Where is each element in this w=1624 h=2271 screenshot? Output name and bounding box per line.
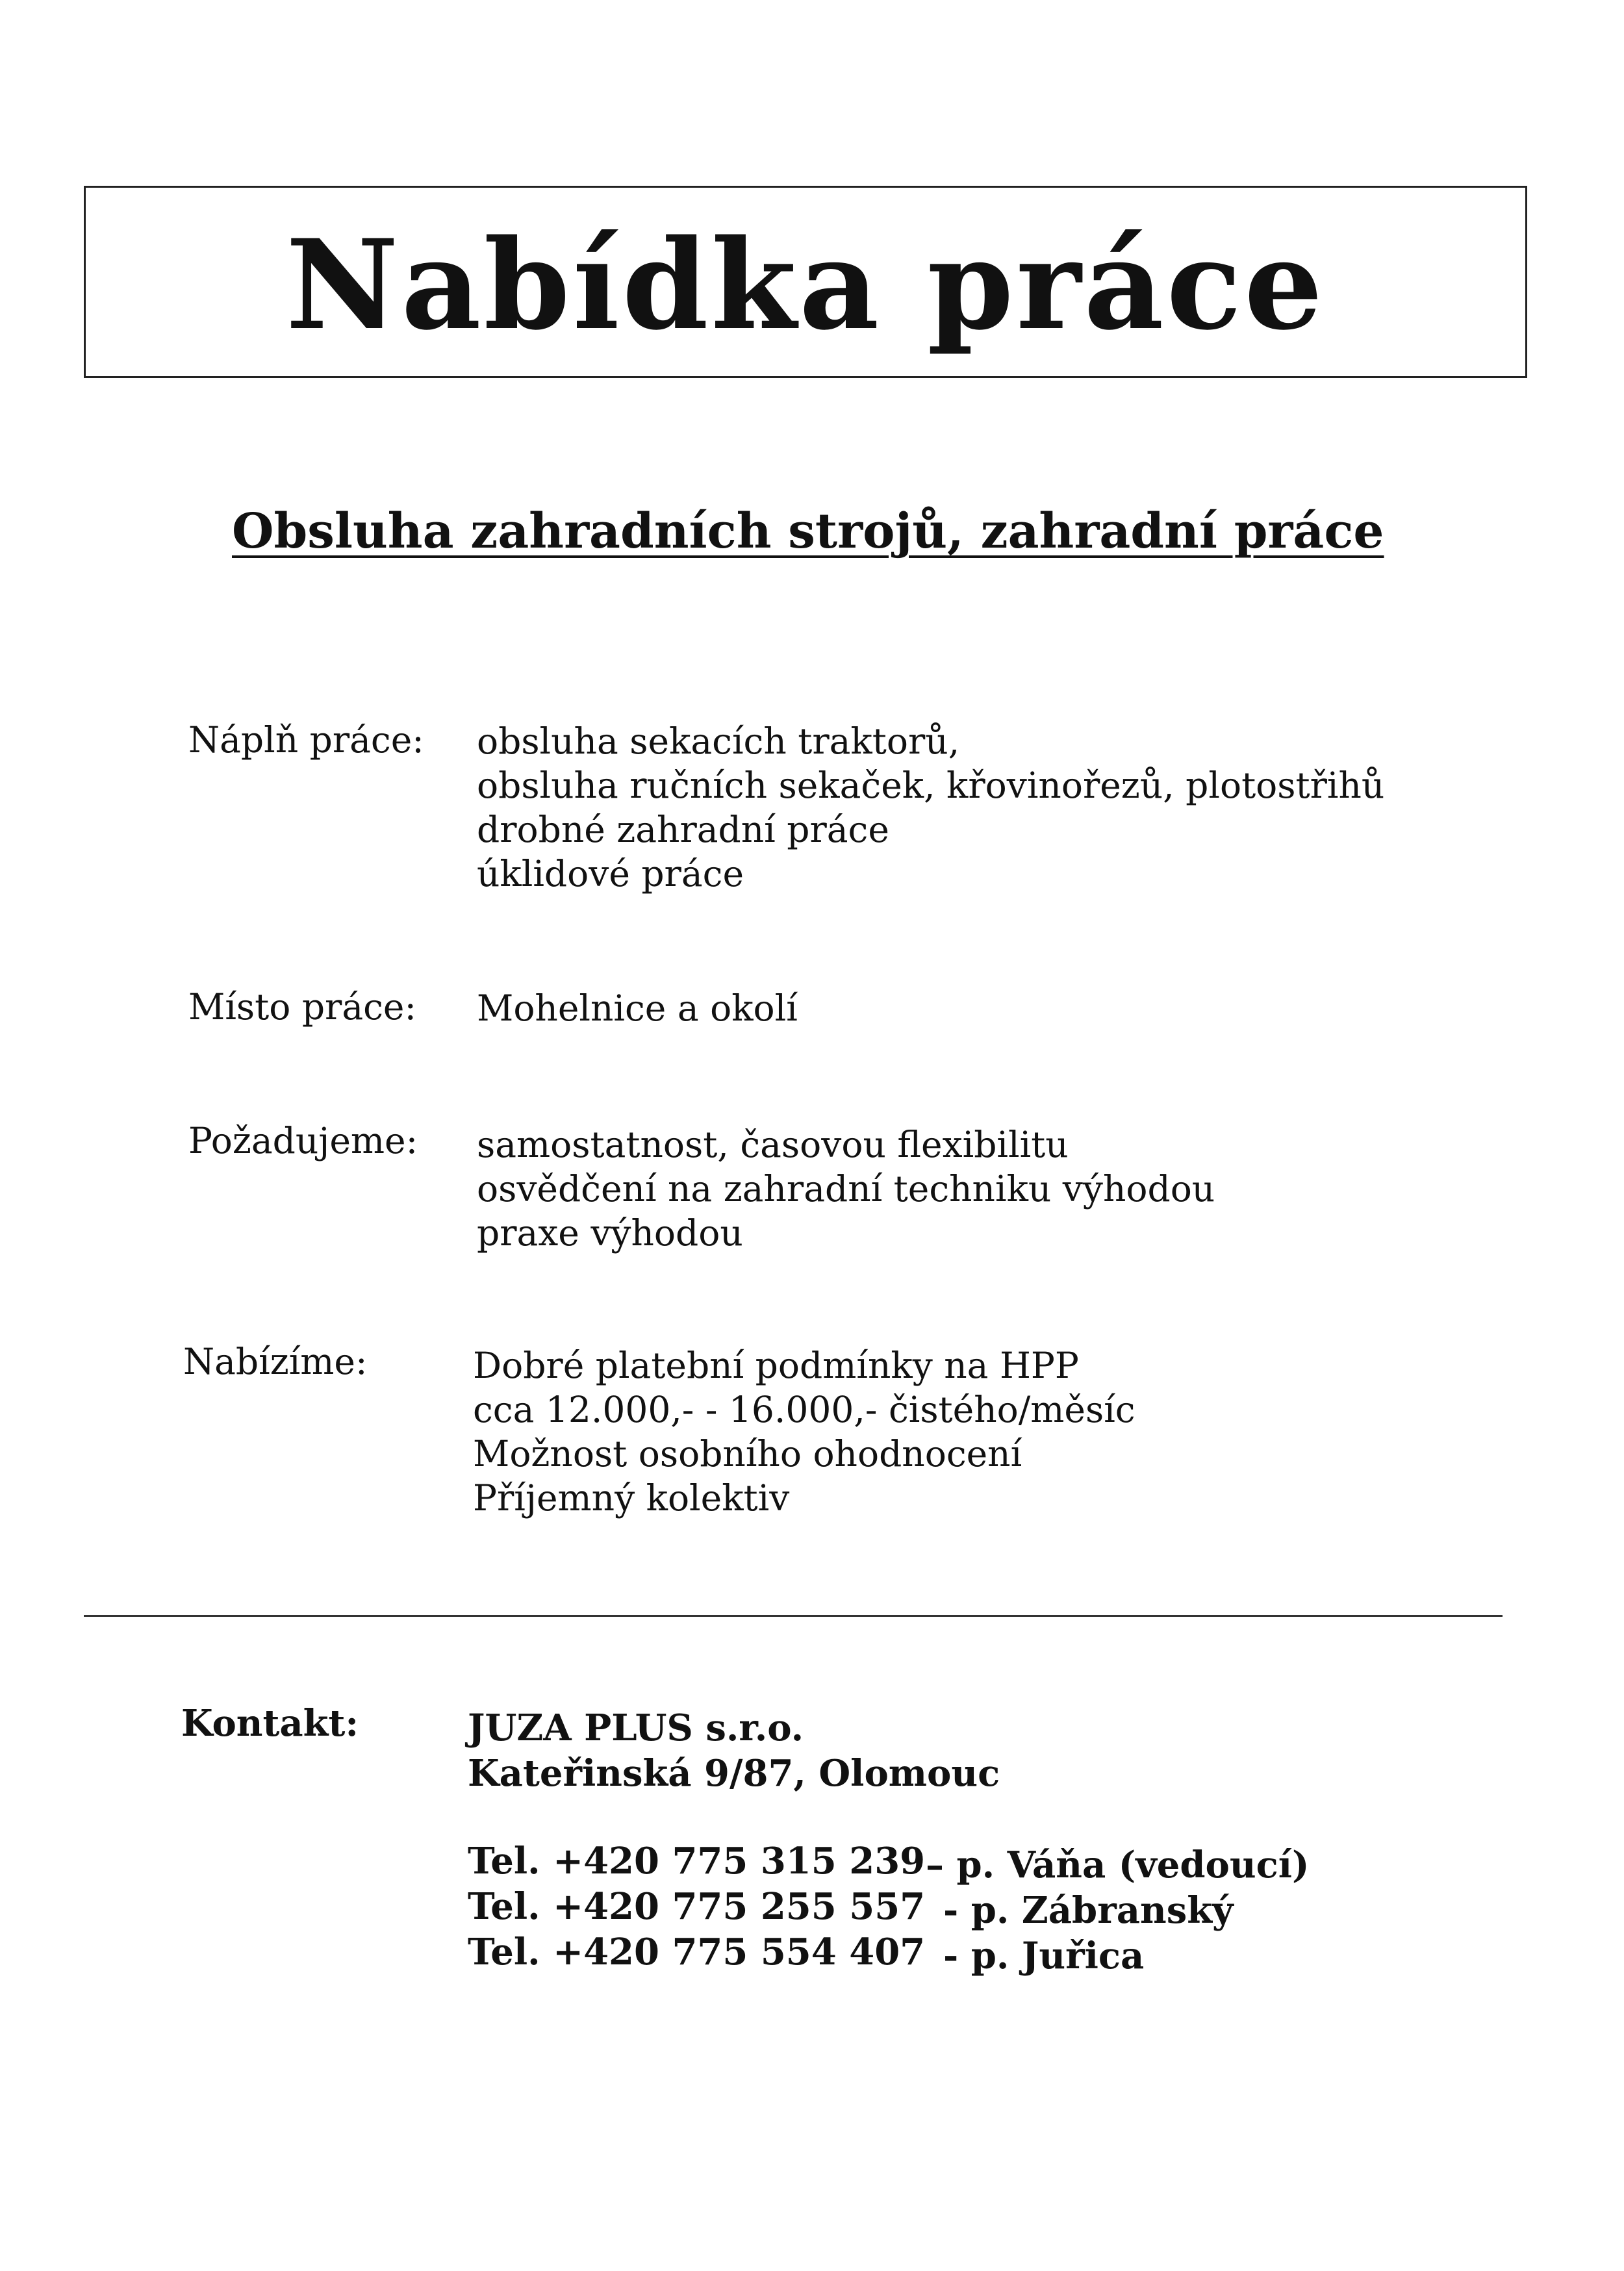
phone-person: – p. Váňa (vedoucí) (926, 1844, 1310, 1886)
phone-person: - p. Zábranský (943, 1889, 1234, 1932)
list-item: samostatnost, časovou flexibilitu (477, 1124, 1069, 1165)
list-item: Možnost osobního ohodnocení (473, 1433, 1022, 1475)
phone-person: - p. Juřica (943, 1935, 1145, 1977)
section-values-napln (477, 719, 1384, 896)
phone-number: Tel. +420 775 315 239 (468, 1840, 926, 1883)
list-item: Dobré platební podmínky na HPP (473, 1345, 1079, 1386)
section-values-pozadujeme (477, 1123, 1215, 1255)
list-item: cca 12.000,- - 16.000,- čistého/měsíc (473, 1389, 1136, 1430)
list-item: drobné zahradní práce (477, 809, 889, 850)
section-values-nabizime (473, 1343, 1136, 1520)
page-title: Nabídka práce (285, 212, 1326, 357)
list-item: Příjemný kolektiv (473, 1477, 790, 1519)
section-values-misto (477, 986, 798, 1030)
contact-label: Kontakt: (181, 1702, 359, 1745)
phone-number: Tel. +420 775 554 407 (468, 1931, 926, 1973)
list-item: úklidové práce (477, 853, 744, 894)
section-label-nabizime: Nabízíme: (183, 1341, 368, 1382)
list-item: obsluha sekacích traktorů, (477, 720, 960, 762)
list-item: praxe výhodou (477, 1212, 743, 1254)
title-box (84, 186, 1527, 378)
list-item: osvědčení na zahradní techniku výhodou (477, 1168, 1215, 1210)
list-item: obsluha ručních sekaček, křovinořezů, plotostřihů (477, 765, 1385, 806)
section-label-misto: Místo práce: (188, 986, 417, 1028)
section-label-pozadujeme: Požadujeme: (188, 1120, 418, 1161)
section-label-napln: Náplň práce: (188, 719, 424, 761)
job-subtitle: Obsluha zahradních strojů, zahradní práce (232, 503, 1384, 559)
divider (84, 1615, 1503, 1617)
contact-company: JUZA PLUS s.r.o. (468, 1706, 804, 1749)
list-item: Mohelnice a okolí (477, 987, 798, 1029)
contact-address: Kateřinská 9/87, Olomouc (468, 1752, 1000, 1795)
phone-number: Tel. +420 775 255 557 (468, 1885, 926, 1928)
